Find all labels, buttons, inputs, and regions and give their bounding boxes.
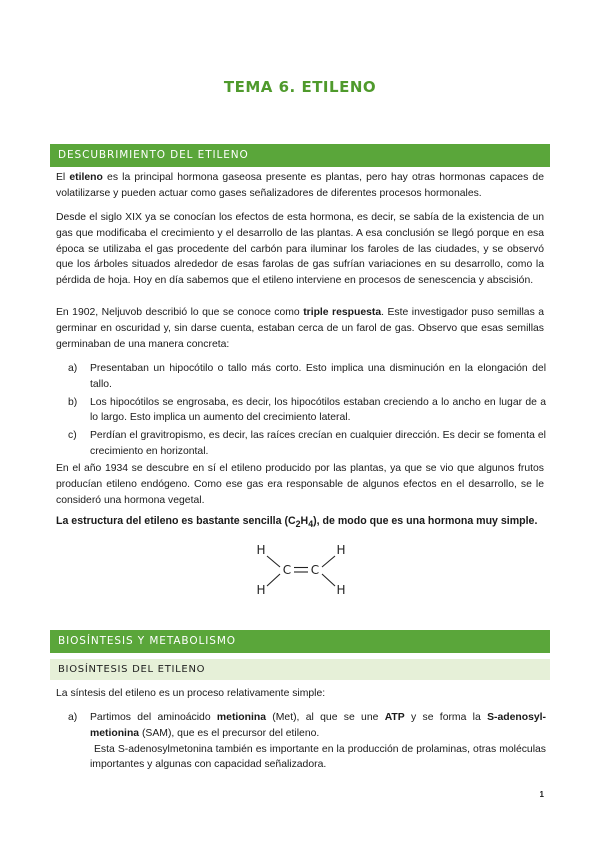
ethylene-structure-diagram xyxy=(251,541,351,601)
bold-term: etileno xyxy=(69,172,103,183)
atom-h-bottom-left: H xyxy=(256,583,266,597)
atom-h-bottom-right: H xyxy=(336,583,346,597)
page-number: 1 xyxy=(539,790,544,799)
page-title: TEMA 6. ETILENO xyxy=(223,78,377,96)
paragraph-intro: El etileno es la principal hormona gaseosa presente es plantas, pero hay otras hormonas capaces de volatilizarse y pueden actuar como gases señalizadores de diferentes procesos hormonales. xyxy=(56,172,544,199)
atom-c-right: C xyxy=(310,563,320,577)
section-heading-descubrimiento: DESCUBRIMIENTO DEL ETILENO xyxy=(50,144,550,167)
subsection-heading-biosintesis-etileno: BIOSÍNTESIS DEL ETILENO xyxy=(50,659,550,680)
paragraph-1934: En el año 1934 se descubre en sí el etileno producido por las plantas, ya que se vio que algunos frutos producían etileno endógeno. Como ese gas era responsable de algunos efectos en el desarrollo, se le consideró una hormona vegetal. xyxy=(56,463,544,506)
atom-c-left: C xyxy=(282,563,292,577)
section-heading-biosintesis: BIOSÍNTESIS Y METABOLISMO xyxy=(50,630,550,653)
atom-h-top-right: H xyxy=(336,543,346,557)
bond-left-top xyxy=(267,556,280,567)
list-item: a) Partimos del aminoácido metionina (Met), al que se une ATP y se forma la S-adenosyl-metionina (SAM), que es el precursor del etileno. Esta S-adenosylmetonina también es importante en la producción de prolaminas, otras moléculas importantes y algunas con capacidad señalizadora. xyxy=(68,712,546,771)
bond-left-bottom xyxy=(267,574,280,586)
list-item: c) Perdían el gravitropismo, es decir, las raíces crecían en cualquier dirección. Es decir se fomenta el crecimiento en horizontal. xyxy=(68,430,546,457)
paragraph-structure: La estructura del etileno es bastante sencilla $(C_2H_4)$, de modo que es una hormona muy simple. xyxy=(56,515,538,530)
paragraph-history: Desde el siglo XIX ya se conocían los efectos de esta hormona, es decir, se sabía de la existencia de un gas que modificaba el crecimiento y el desarrollo de las plantas. A esa conclusión se llegó porque en esa época se utilizaba el gas procedente del carbón para iluminar los faroles de las ciudades, y se observó que los árboles situados alrededor de esas farolas de gas sufrían variaciones en su desarrollo, como la pérdida de hoja. Hoy en día sabemos que el etileno interviene en procesos de senescencia y abscisión. xyxy=(56,212,544,287)
triple-response-list xyxy=(68,361,546,462)
bond-right-top xyxy=(322,556,335,567)
paragraph-triple-response: En 1902, Neljuvob describió lo que se conoce como triple respuesta. Este investigador puso semillas a germinar en oscuridad y, sin darse cuenta, estaban cerca de un farol de gas. Observo que esas semillas germinaban de una manera concreta: xyxy=(56,307,545,350)
bold-term: triple respuesta xyxy=(303,307,382,318)
list-item: a) Presentaban un hipocótilo o tallo más corto. Esto implica una disminución en la elongación del tallo. xyxy=(68,363,546,390)
bond-right-bottom xyxy=(322,574,335,586)
paragraph-synthesis-intro: La síntesis del etileno es un proceso relativamente simple: xyxy=(56,688,326,699)
atom-h-top-left: H xyxy=(256,543,266,557)
synthesis-steps-list xyxy=(68,710,546,775)
list-item: b) Los hipocótilos se engrosaba, es decir, los hipocótilos estaban creciendo a lo ancho en lugar de a lo largo. Esto implica un aumento del crecimiento lateral. xyxy=(68,396,546,424)
